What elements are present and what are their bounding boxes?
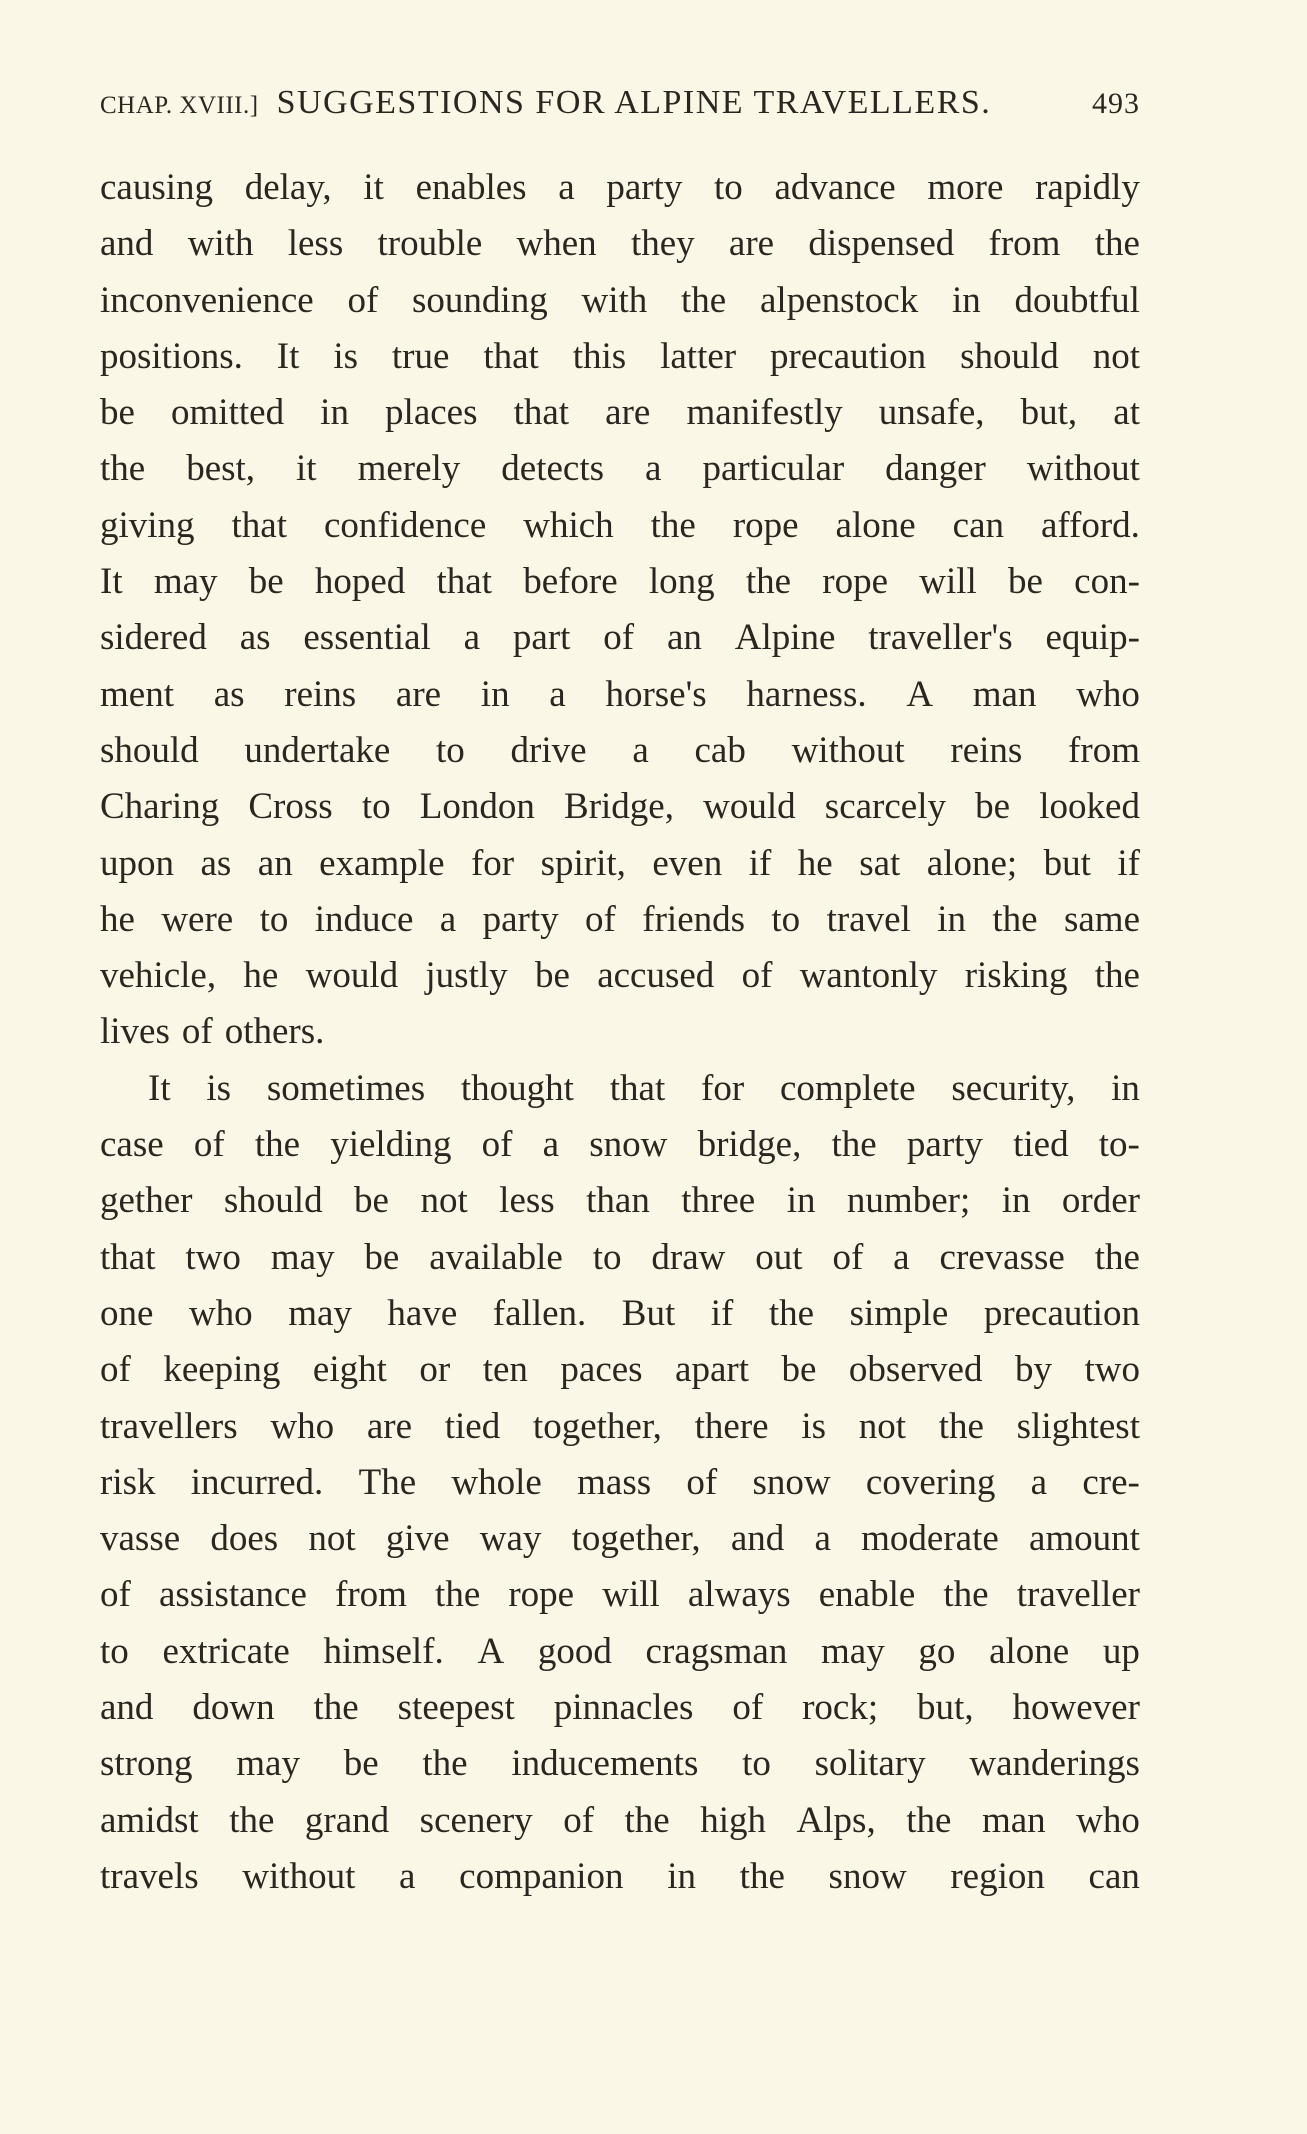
text-line: and down the steepest pinnacles of rock; but, however: [100, 1687, 1140, 1729]
text-line: amidst the grand scenery of the high Alps, the man who: [100, 1799, 1140, 1841]
text-line: Charing Cross to London Bridge, would scarcely be looked: [100, 786, 1140, 828]
text-line: that two may be available to draw out of a crevasse the: [100, 1236, 1140, 1278]
text-line: It is sometimes thought that for complete security, in: [148, 1067, 1140, 1109]
text-line: risk incurred. The whole mass of snow covering a cre-: [100, 1461, 1140, 1503]
text-line: It may be hoped that before long the rope will be con-: [100, 561, 1140, 603]
text-line: to extricate himself. A good cragsman may go alone up: [100, 1630, 1140, 1672]
text-line: upon as an example for spirit, even if he sat alone; but if: [100, 842, 1140, 884]
text-line: giving that confidence which the rope alone can afford.: [100, 504, 1140, 546]
text-line: causing delay, it enables a party to advance more rapidly: [100, 167, 1140, 208]
text-line: sidered as essential a part of an Alpine traveller's equip-: [100, 617, 1140, 659]
text-line: vehicle, he would justly be accused of wantonly risking the: [100, 955, 1140, 997]
text-line: travellers who are tied together, there is not the slightest: [100, 1405, 1140, 1447]
text-line: lives of others.: [100, 1011, 325, 1053]
running-title: SUGGESTIONS FOR ALPINE TRAVELLERS.: [276, 84, 992, 121]
page-number: 493: [1092, 87, 1140, 120]
text-line: one who may have fallen. But if the simple precaution: [100, 1292, 1140, 1334]
text-line: and with less trouble when they are dispensed from the: [100, 223, 1140, 265]
text-line: case of the yielding of a snow bridge, the party tied to-: [100, 1124, 1140, 1166]
chapter-label: CHAP. XVIII.]: [100, 92, 259, 119]
running-header: [100, 84, 1140, 134]
text-line: of keeping eight or ten paces apart be observed by two: [100, 1349, 1140, 1391]
text-line: positions. It is true that this latter precaution should not: [100, 335, 1140, 377]
text-line: gether should be not less than three in number; in order: [100, 1180, 1140, 1222]
text-line: be omitted in places that are manifestly unsafe, but, at: [100, 392, 1140, 434]
text-line: the best, it merely detects a particular danger without: [100, 448, 1140, 490]
text-line: should undertake to drive a cab without reins from: [100, 729, 1140, 771]
text-line: ment as reins are in a horse's harness. A man who: [100, 673, 1140, 715]
text-line: inconvenience of sounding with the alpenstock in doubtful: [100, 279, 1140, 321]
text-line: vasse does not give way together, and a moderate amount: [100, 1518, 1140, 1560]
text-line: of assistance from the rope will always enable the traveller: [100, 1574, 1140, 1616]
text-line: he were to induce a party of friends to travel in the same: [100, 898, 1140, 940]
text-line: travels without a companion in the snow region can: [100, 1855, 1140, 1897]
text-line: strong may be the inducements to solitary wanderings: [100, 1743, 1140, 1785]
body-text: [100, 160, 1140, 1905]
